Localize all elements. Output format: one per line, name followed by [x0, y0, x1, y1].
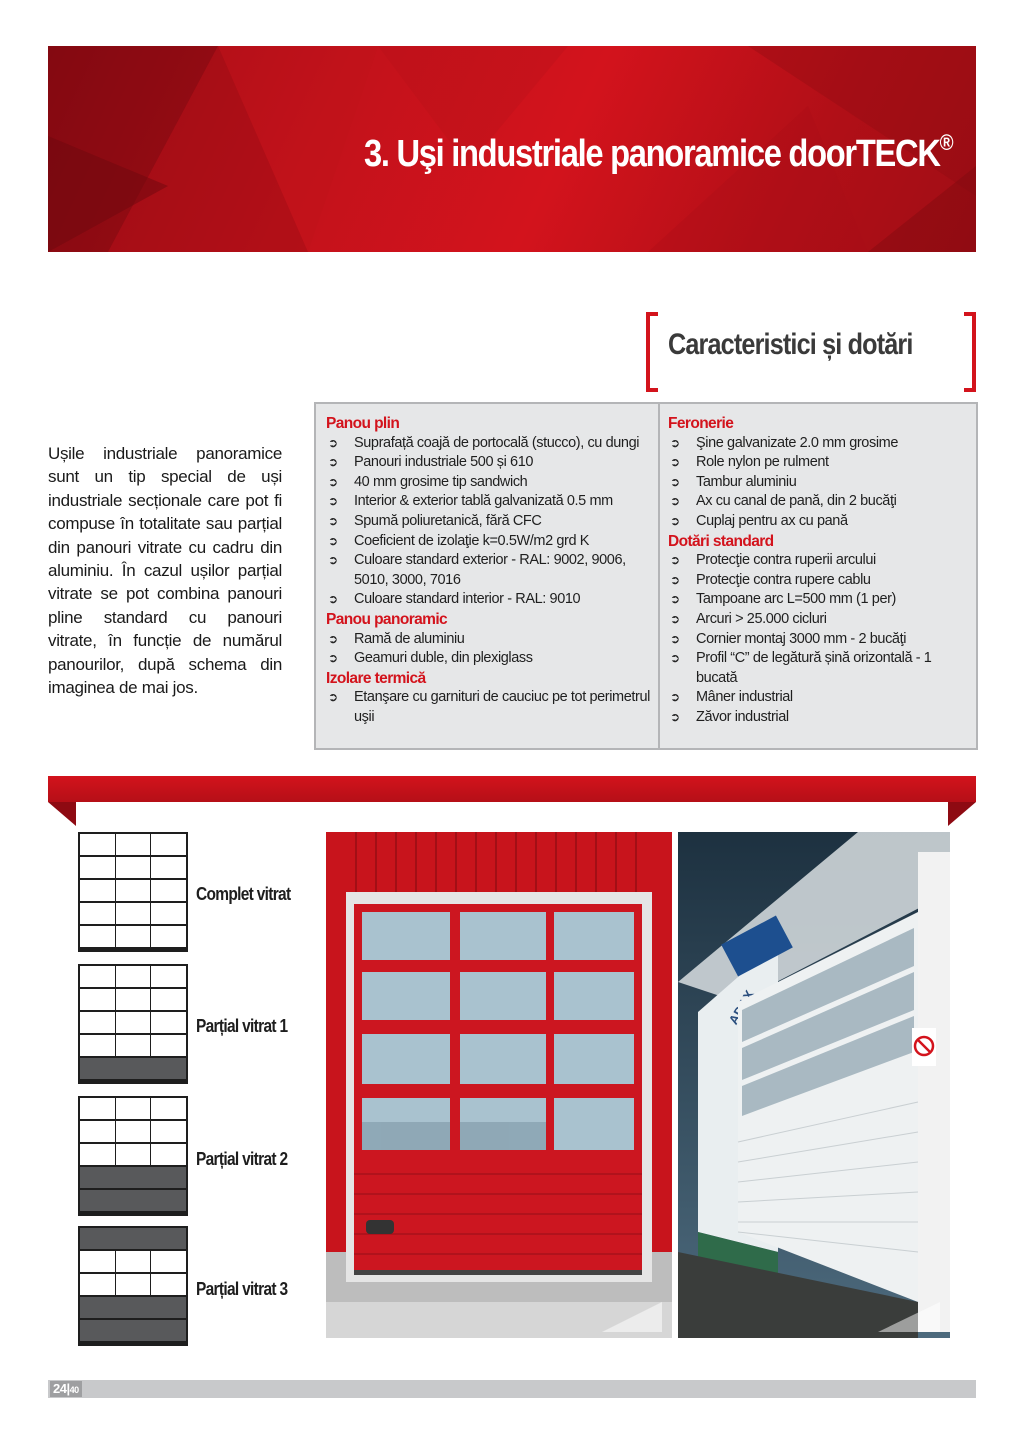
spec-item: ➲ Protecţie contra ruperii arcului: [668, 551, 968, 571]
category-title: Panou panoramic: [326, 610, 448, 628]
arrow-bullet-icon: ➲: [670, 631, 680, 646]
spec-item: ➲ Culoare standard exterior - RAL: 9002, 9006, 5010, 3000, 7016: [328, 552, 626, 588]
arrow-bullet-icon: ➲: [328, 435, 338, 450]
spec-item: ➲ Şine galvanizate 2.0 mm grosime: [668, 434, 968, 454]
arrow-bullet-icon: ➲: [328, 690, 338, 705]
diagram-label: Complet vitrat: [196, 884, 291, 904]
arrow-bullet-icon: ➲: [670, 553, 680, 568]
spec-item: ➲ Ax cu canal de pană, din 2 bucăţi: [668, 492, 968, 512]
ribbon-band: [48, 776, 976, 826]
spec-item: ➲ Spumă poliuretanică, fără CFC: [326, 512, 656, 532]
ribbon-folds: [48, 776, 976, 826]
category-title: Panou plin: [326, 415, 400, 432]
intro-paragraph: Ușile industriale panoramice sunt un tip special de uși industriale secționale care pot fi compuse în totalitate sau parțial din panouri vitrate cu cadru din aluminiu. În cazul ușilor parțial vitrate se pot combina panouri pline standard cu panouri vitrate, în funcție de numărul panourilor, după schema din imaginea de mai jos.: [48, 444, 282, 698]
registered-mark: ®: [940, 130, 954, 155]
photo-white-panoramic-door: [678, 832, 950, 1338]
specs-divider: [658, 404, 660, 748]
arrow-bullet-icon: ➲: [670, 455, 680, 470]
arrow-bullet-icon: ➲: [670, 611, 680, 626]
spec-item: ➲ 40 mm grosime tip sandwich: [326, 473, 656, 493]
left-bracket: [646, 312, 658, 392]
spec-item: ➲ Tampoane arc L=500 mm (1 per): [668, 590, 968, 610]
specs-box: [314, 402, 978, 750]
arrow-bullet-icon: ➲: [328, 455, 338, 470]
arrow-bullet-icon: ➲: [670, 435, 680, 450]
arrow-bullet-icon: ➲: [328, 651, 338, 666]
spec-item: ➲ Cuplaj pentru ax cu pană: [668, 512, 968, 532]
spec-item: ➲ Tambur aluminiu: [668, 473, 968, 493]
arrow-bullet-icon: ➲: [670, 513, 680, 528]
arrow-bullet-icon: ➲: [328, 592, 338, 607]
spec-item: ➲ Suprafață coajă de portocală (stucco), cu dungi: [326, 434, 656, 454]
arrow-bullet-icon: ➲: [670, 592, 680, 607]
arrow-bullet-icon: ➲: [328, 474, 338, 489]
arrow-bullet-icon: ➲: [328, 631, 338, 646]
arrow-bullet-icon: ➲: [670, 651, 680, 666]
diagram-label: Parțial vitrat 3: [196, 1279, 288, 1299]
arrow-bullet-icon: ➲: [670, 474, 680, 489]
section-heading-text: Caracteristici și dotări: [668, 328, 913, 361]
right-bracket: [964, 312, 976, 392]
spec-item: ➲ Interior & exterior tablă galvanizată 0.5 mm: [326, 492, 656, 512]
spec-item: ➲ Geamuri duble, din plexiglass: [326, 649, 656, 669]
footer-bar: [48, 1380, 976, 1398]
page-number: 24|40: [50, 1381, 82, 1397]
spec-item: ➲ Cornier montaj 3000 mm - 2 bucăţi: [668, 630, 968, 650]
spec-item: ➲ Profil “C” de legătură șină orizontală - 1 bucată: [670, 650, 932, 686]
photo-red-panoramic-door: [326, 832, 672, 1338]
spec-item: ➲ Etanşare cu garnituri de cauciuc pe tot perimetrul uşii: [328, 689, 650, 725]
diagram-label: Parțial vitrat 1: [196, 1016, 288, 1036]
spec-item: ➲ Role nylon pe rulment: [668, 453, 968, 473]
spec-item: ➲ Ramă de aluminiu: [326, 630, 656, 650]
arrow-bullet-icon: ➲: [328, 553, 338, 568]
page-title: 3. Uşi industriale panoramice doorTECK®: [364, 130, 954, 175]
spec-item: ➲ Arcuri > 25.000 cicluri: [668, 610, 968, 630]
spec-item: ➲ Mâner industrial: [668, 688, 968, 708]
arrow-bullet-icon: ➲: [328, 533, 338, 548]
door-diagram-partial-vitrat-1: [78, 964, 188, 1084]
diagram-label: Parțial vitrat 2: [196, 1149, 288, 1169]
spec-item: ➲ Culoare standard interior - RAL: 9010: [326, 590, 656, 610]
arrow-bullet-icon: ➲: [328, 513, 338, 528]
arrow-bullet-icon: ➲: [670, 572, 680, 587]
spec-item: ➲ Coeficient de izolaţie k=0.5W/m2 grd K: [326, 532, 656, 552]
arrow-bullet-icon: ➲: [670, 709, 680, 724]
door-diagram-partial-vitrat-3: [78, 1226, 188, 1346]
header-banner: [48, 46, 976, 252]
arrow-bullet-icon: ➲: [670, 494, 680, 509]
arrow-bullet-icon: ➲: [670, 690, 680, 705]
specs-column-right: [668, 414, 968, 728]
spec-item: ➲ Zăvor industrial: [668, 708, 968, 728]
category-title: Feronerie: [668, 415, 734, 432]
spec-item: ➲ Protecţie contra rupere cablu: [668, 571, 968, 591]
door-diagram-partial-vitrat-2: [78, 1096, 188, 1216]
spec-item: ➲ Panouri industriale 500 și 610: [326, 453, 656, 473]
category-title: Izolare termică: [326, 669, 426, 687]
door-diagram-complet-vitrat: [78, 832, 188, 952]
section-heading: [646, 312, 976, 386]
specs-column-left: [326, 414, 656, 728]
category-title: Dotări standard: [668, 532, 774, 550]
arrow-bullet-icon: ➲: [328, 494, 338, 509]
